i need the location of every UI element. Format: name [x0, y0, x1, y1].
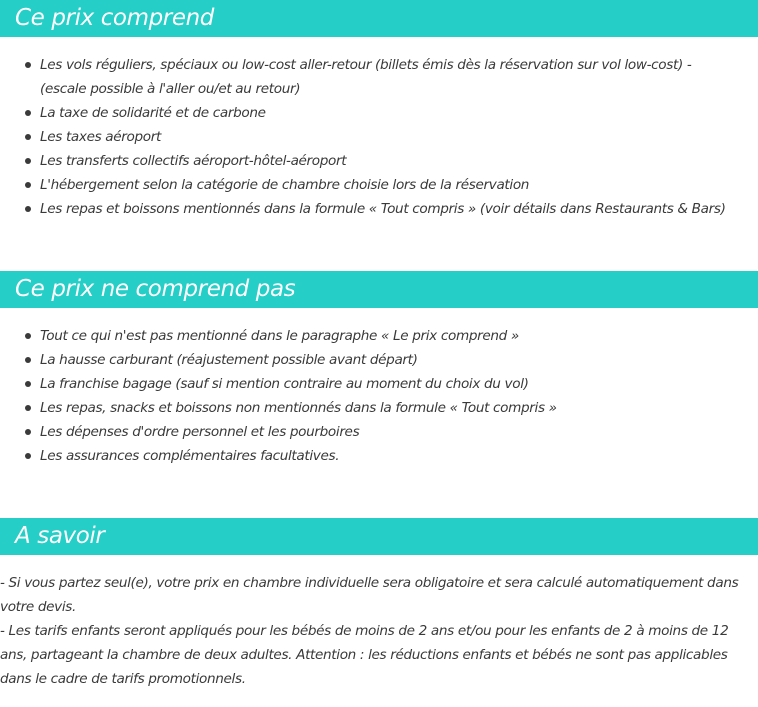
list-item: Tout ce qui n'est pas mentionné dans le paragraphe « Le prix comprend » [0, 324, 758, 348]
note-paragraph: - Si vous partez seul(e), votre prix en chambre individuelle sera obligatoire et sera calculé automatiquement dans votre devis. [0, 575, 739, 615]
section-title-ce-prix-ne-comprend-pas: Ce prix ne comprend pas [0, 271, 758, 308]
list-item: Les taxes aéroport [0, 125, 758, 149]
section-title-ce-prix-comprend: Ce prix comprend [0, 0, 758, 37]
list-item: L'hébergement selon la catégorie de chambre choisie lors de la réservation [0, 173, 758, 197]
list-item: La taxe de solidarité et de carbone [0, 101, 758, 125]
excluded-list [0, 324, 758, 468]
list-item: La franchise bagage (sauf si mention contraire au moment du choix du vol) [0, 372, 758, 396]
list-item: Les assurances complémentaires facultatives. [0, 444, 758, 468]
list-item: Les repas, snacks et boissons non mentionnés dans la formule « Tout compris » [0, 396, 758, 420]
list-item: La hausse carburant (réajustement possible avant départ) [0, 348, 758, 372]
list-item: Les dépenses d'ordre personnel et les pourboires [0, 420, 758, 444]
list-item: Les transferts collectifs aéroport-hôtel-aéroport [0, 149, 758, 173]
a-savoir-notes [0, 571, 758, 691]
included-list [0, 53, 758, 221]
note-paragraph: - Les tarifs enfants seront appliqués pour les bébés de moins de 2 ans et/ou pour les enfants de 2 à moins de 12 ans, partageant la chambre de deux adultes. Attention : les réductions enfants et bébés ne sont pas applicables dans le cadre de tarifs promotionnels. [0, 623, 729, 687]
list-item: Les repas et boissons mentionnés dans la formule « Tout compris » (voir détails dans Restaurants & Bars) [0, 197, 758, 221]
list-item: Les vols réguliers, spéciaux ou low-cost aller-retour (billets émis dès la réservation sur vol low-cost) - (escale possible à l'aller ou/et au retour) [0, 53, 758, 101]
section-title-a-savoir: A savoir [0, 518, 758, 555]
